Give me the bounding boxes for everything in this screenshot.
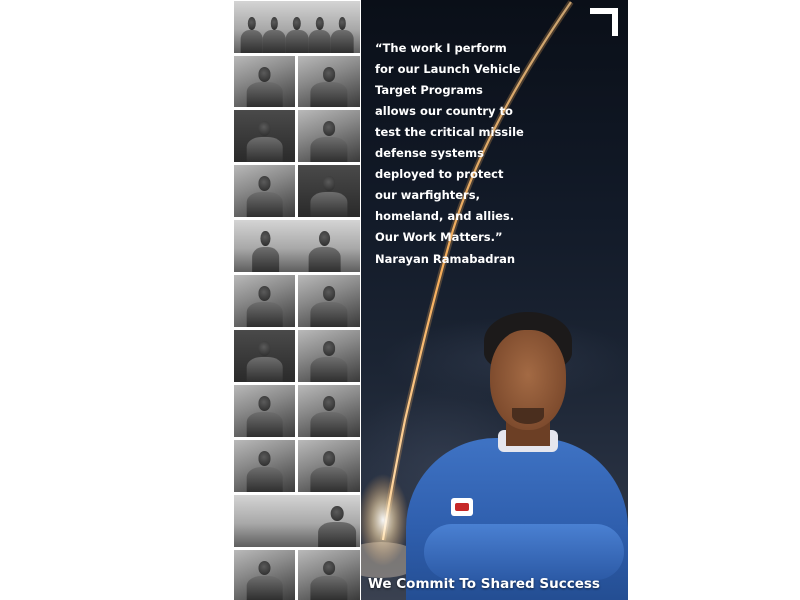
collage-photo bbox=[234, 440, 295, 492]
collage-photo bbox=[234, 275, 295, 327]
collage-photo bbox=[234, 110, 295, 162]
launch-photo bbox=[361, 0, 628, 600]
poster bbox=[233, 0, 628, 600]
collage-photo bbox=[298, 56, 360, 107]
collage-photo bbox=[234, 56, 295, 107]
collage-photo bbox=[298, 385, 360, 437]
tagline: We Commit To Shared Success bbox=[368, 576, 600, 592]
collage-photo bbox=[298, 550, 360, 600]
quote-text: “The work I perform for our Launch Vehicle Target Programs allows our country to test the critical missile defense systems deployed to protect our warfighters, homeland, and allies. Our Work Matters.” bbox=[375, 41, 524, 244]
collage-photo bbox=[298, 275, 360, 327]
collage-photo bbox=[234, 330, 295, 382]
collage-photo bbox=[234, 165, 295, 217]
collage-photo-group bbox=[234, 1, 360, 53]
collage-photo bbox=[234, 220, 360, 272]
logo-patch-icon bbox=[451, 498, 473, 516]
collage-photo bbox=[298, 330, 360, 382]
quote-author: Narayan Ramabadran bbox=[375, 252, 516, 266]
portrait bbox=[406, 312, 628, 600]
collage-photo bbox=[234, 495, 360, 547]
collage-photo bbox=[298, 110, 360, 162]
corner-bracket-icon bbox=[590, 8, 618, 36]
collage-photo bbox=[234, 550, 295, 600]
collage-photo bbox=[298, 165, 360, 217]
collage-photo bbox=[298, 440, 360, 492]
photo-collage bbox=[233, 0, 361, 600]
collage-photo bbox=[234, 385, 295, 437]
